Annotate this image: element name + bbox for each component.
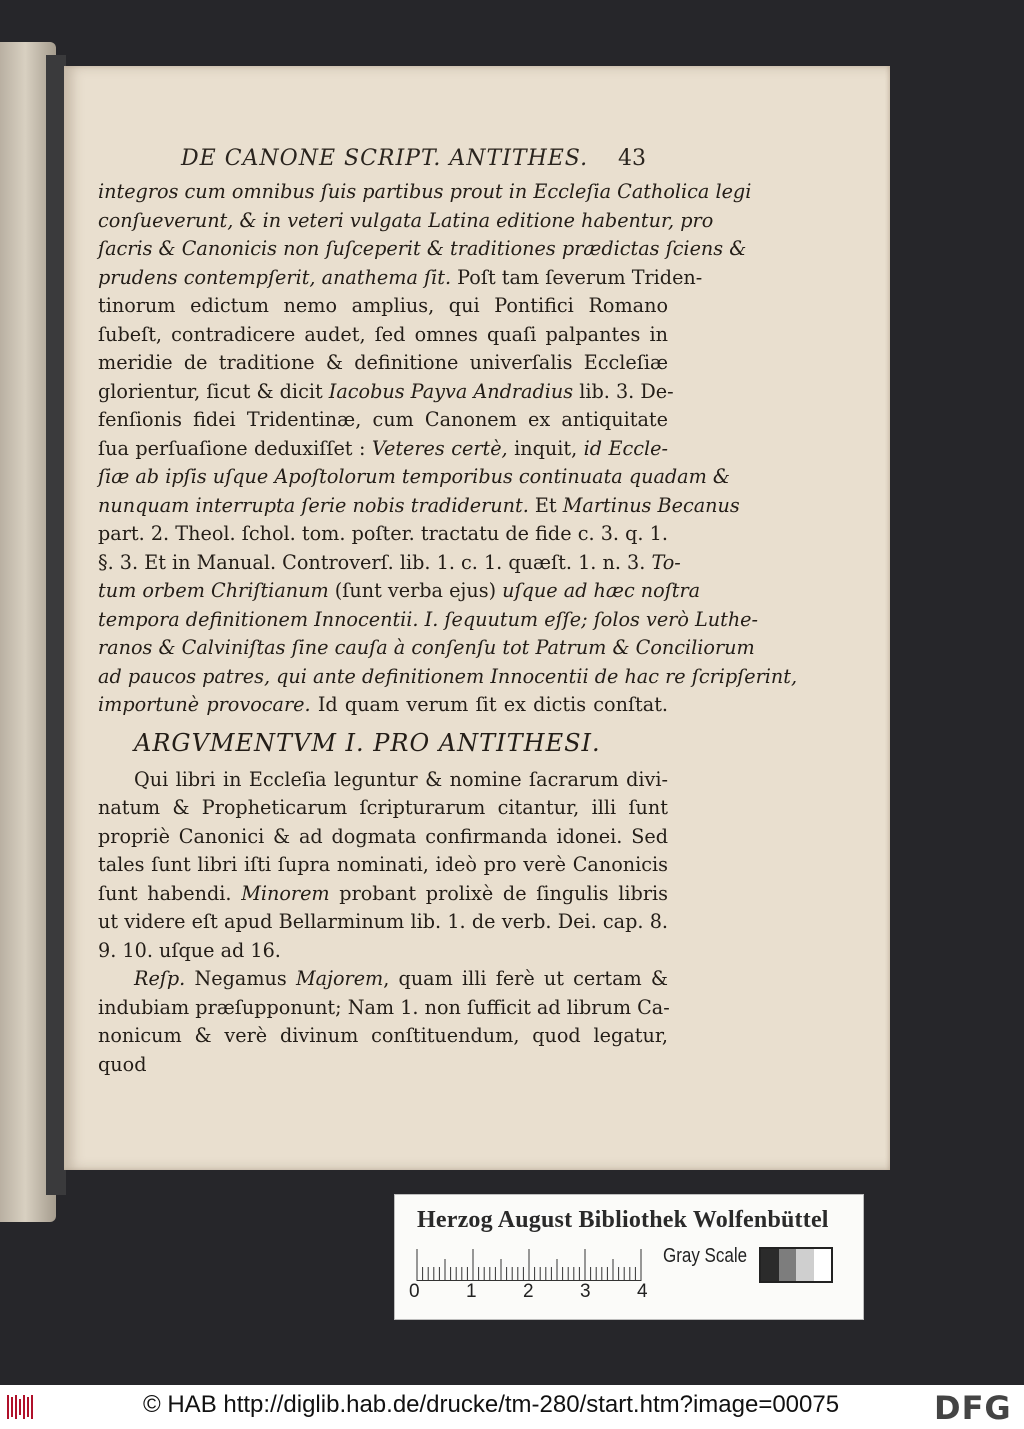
text-line: [98, 965, 668, 994]
paragraph-argument: [98, 766, 668, 1051]
text-line: tinorum edictum nemo amplius, qui Pontifici Romano: [98, 294, 668, 317]
text-run: Minorem: [241, 881, 330, 905]
catchword: quod: [98, 1052, 147, 1076]
text-line: [98, 492, 740, 521]
text-line: [98, 264, 703, 293]
text-line: [98, 549, 681, 578]
text-run: §. 3. Et in Manual. Controverſ. lib. 1. c. 1. quæſt. 1. n. 3.: [98, 550, 652, 574]
text-line: integros cum omnibus ſuis partibus prout in Eccleſia Catholica legi: [98, 180, 752, 203]
text-run: Martinus Becanus: [562, 493, 740, 517]
text-run: Majorem: [295, 967, 384, 990]
grayscale-swatch: [779, 1249, 797, 1281]
text-run: (ſunt verba ejus): [328, 579, 503, 602]
scale-number: 0: [409, 1281, 420, 1302]
text-line: [98, 378, 674, 407]
grayscale-label: Gray Scale: [663, 1245, 748, 1267]
section-heading: ARGVMENTVM I. PRO ANTITHESI.: [134, 728, 601, 757]
text-line: tales ſunt libri iſti ſupra nominati, ideò pro verè Canonicis: [98, 853, 668, 876]
footer-bar: [0, 1385, 1024, 1429]
text-line: natum & Propheticarum ſcripturarum citantur, illi ſunt: [98, 796, 668, 819]
library-color-card: [394, 1194, 864, 1320]
gutter-shadow: [46, 55, 66, 1195]
running-head: [64, 146, 890, 180]
text-line: ſacris & Canonicis non ſuſceperit & traditiones prædictas ſciens &: [98, 237, 747, 260]
grayscale-swatch: [796, 1249, 814, 1281]
book-page: [64, 66, 890, 1170]
barcode-icon: [6, 1393, 36, 1421]
text-line: nonicum & verè divinum conſtituendum, quod legatur,: [98, 1024, 668, 1047]
text-line: fenſionis fidei Tridentinæ, cum Canonem ex antiquitate: [98, 408, 668, 431]
text-run: prudens contempſerit, anathema ſit.: [98, 265, 452, 289]
text-run: ſunt habendi.: [98, 881, 242, 905]
page-number: 43: [618, 146, 646, 171]
text-run: ſua perſuaſione deduxiſſet :: [98, 436, 372, 460]
text-run: uſque ad hæc noſtra: [502, 579, 701, 602]
running-title: DE CANONE SCRIPT. ANTITHES.: [181, 146, 589, 171]
text-run: lib. 3. De-: [573, 379, 674, 403]
text-line: [98, 691, 668, 720]
scale-number: 1: [466, 1281, 477, 1302]
scale-number: 3: [580, 1281, 591, 1302]
text-run: Id quam verum ſit ex dictis conſtat.: [310, 693, 668, 716]
text-line: meridie de traditione & definitione univerſalis Eccleſiæ: [98, 351, 668, 374]
library-name: Herzog August Bibliothek Wolfenbüttel: [417, 1207, 829, 1233]
text-run: Reſp.: [134, 967, 186, 990]
text-block: [98, 178, 798, 1079]
grayscale-chart: [759, 1247, 833, 1283]
text-run: , quam illi ferè ut certam &: [383, 967, 669, 990]
dfg-logo: DFG: [934, 1389, 1012, 1427]
text-run: Et: [528, 493, 563, 517]
scale-number: 2: [523, 1281, 534, 1302]
text-run: Iacobus Payva Andradius: [328, 379, 574, 403]
text-run: glorientur, ſicut & dicit: [98, 379, 329, 403]
text-run: importunè provocare.: [98, 693, 311, 716]
text-line: ranos & Calviniſtas ſine cauſa à conſenſu tot Patrum & Conciliorum: [98, 636, 755, 659]
paragraph-antithesis: [98, 178, 798, 720]
text-line: conſueverunt, & in veteri vulgata Latina editione habentur, pro: [98, 208, 714, 232]
text-run: nunquam interrupta ſerie nobis tradiderunt.: [98, 493, 529, 517]
text-line: Qui libri in Eccleſia leguntur & nomine ſacrarum divi-: [134, 767, 668, 791]
text-line: [98, 880, 668, 909]
text-run: inquit,: [507, 436, 584, 460]
scale-labels: [409, 1281, 669, 1309]
text-line: indubiam præſupponunt; Nam 1. non ſufficit ad librum Ca-: [98, 995, 670, 1019]
text-line: part. 2. Theol. ſchol. tom. poſter. tractatu de fide c. 3. q. 1.: [98, 522, 668, 545]
text-run: probant prolixè de ſingulis libris: [329, 881, 668, 905]
text-line: propriè Canonici & ad dogmata confirmanda idonei. Sed: [98, 824, 668, 848]
source-url[interactable]: © HAB http://diglib.hab.de/drucke/tm-280/start.htm?image=00075: [143, 1391, 840, 1418]
text-line: 9. 10. uſque ad 16.: [98, 938, 281, 962]
text-line: ſiæ ab ipſis uſque Apoſtolorum temporibus continuata quadam &: [98, 465, 730, 488]
text-line: ad paucos patres, qui ante definitionem Innocentii de hac re ſcripſerint,: [98, 664, 798, 688]
text-run: Negamus: [185, 967, 296, 990]
grayscale-swatch: [761, 1249, 779, 1281]
text-line: ſubeſt, contradicere audet, ſed omnes quaſi palpantes in: [98, 322, 668, 346]
text-run: Veteres certè,: [371, 436, 508, 460]
text-run: To-: [651, 550, 681, 574]
scale-number: 4: [637, 1281, 648, 1302]
text-line: [98, 435, 668, 464]
scale-ruler: [415, 1247, 645, 1281]
grayscale-swatch: [814, 1249, 832, 1281]
text-line: [98, 577, 701, 606]
text-run: tum orbem Chriſtianum: [98, 579, 329, 602]
text-line: tempora definitionem Innocentii. I. ſequutum eſſe; ſolos verò Luthe-: [98, 607, 759, 631]
text-run: Poſt tam ſeverum Triden-: [451, 265, 703, 289]
text-run: id Eccle-: [583, 436, 668, 460]
text-line: ut videre eſt apud Bellarminum lib. 1. de verb. Dei. cap. 8.: [98, 910, 668, 933]
